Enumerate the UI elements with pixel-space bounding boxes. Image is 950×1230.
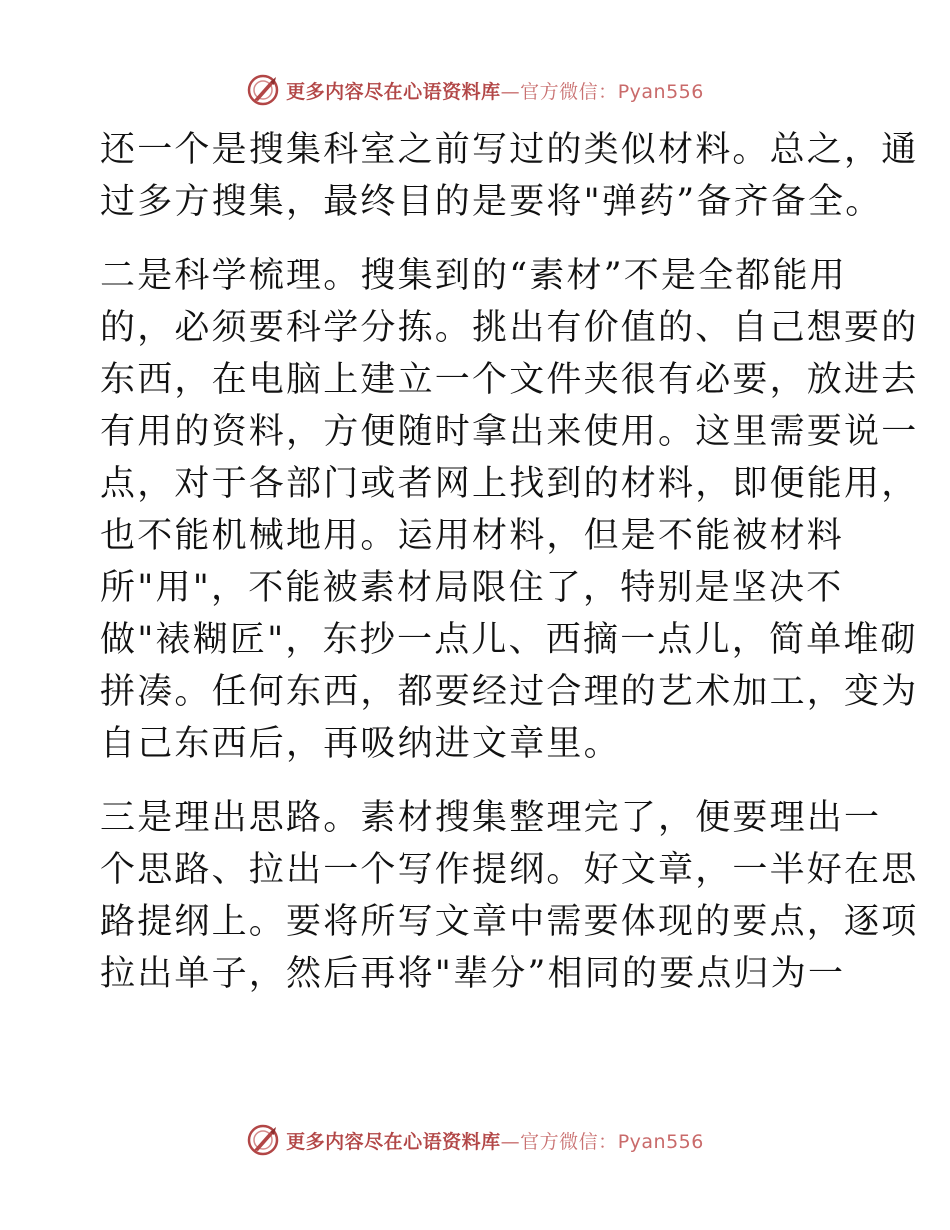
text-line: 还一个是搜集科室之前写过的类似材料。总之，通 — [100, 130, 919, 170]
text-line: 拉出单子，然后再将"辈分”相同的要点归为一 — [100, 954, 846, 994]
watermark-text — [286, 77, 704, 104]
text-line: 的，必须要科学分拣。挑出有价值的、自己想要的 — [100, 308, 919, 348]
text-line: 拼凑。任何东西，都要经过合理的艺术加工，变为 — [100, 672, 919, 712]
watermark — [246, 1123, 704, 1157]
quill-logo-icon — [246, 1123, 280, 1157]
text-line: 过多方搜集，最终目的是要将"弹药”备齐备全。 — [100, 182, 883, 222]
watermark-wechat-label: 官方微信： — [520, 80, 618, 103]
watermark-wechat-label: 官方微信： — [520, 1130, 618, 1153]
text-line: 所"用"，不能被素材局限住了，特别是坚决不 — [100, 568, 844, 608]
watermark-separator: — — [500, 1130, 521, 1153]
paragraph-1 — [100, 124, 919, 228]
text-line: 个思路、拉出一个写作提纲。好文章，一半好在思 — [100, 850, 919, 890]
watermark-site-name: 更多内容尽在心语资料库 — [286, 1130, 501, 1153]
watermark-wechat-id: Pyan556 — [617, 1130, 704, 1153]
paragraph-gap — [100, 770, 860, 792]
paragraph-3 — [100, 792, 919, 1000]
document-body — [100, 124, 919, 1000]
watermark-text — [286, 1127, 704, 1154]
text-line: 自己东西后，再吸纳进文章里。 — [100, 724, 621, 764]
text-line: 点，对于各部门或者网上找到的材料，即便能用， — [100, 464, 919, 504]
text-line: 二是科学梳理。搜集到的“素材”不是全都能用 — [100, 256, 847, 296]
page-header-watermark — [0, 70, 950, 110]
watermark — [246, 73, 704, 107]
text-line: 东西，在电脑上建立一个文件夹很有必要，放进去 — [100, 360, 919, 400]
watermark-site-name: 更多内容尽在心语资料库 — [286, 80, 501, 103]
paragraph-gap — [100, 228, 860, 250]
text-line: 有用的资料，方便随时拿出来使用。这里需要说一 — [100, 412, 919, 452]
text-line: 做"裱糊匠"，东抄一点儿、西摘一点儿，简单堆砌 — [100, 620, 918, 660]
page-footer-watermark — [0, 1120, 950, 1160]
text-line: 三是理出思路。素材搜集整理完了，便要理出一 — [100, 798, 882, 838]
text-line: 路提纲上。要将所写文章中需要体现的要点，逐项 — [100, 902, 919, 942]
watermark-separator: — — [500, 80, 521, 103]
text-line: 也不能机械地用。运用材料，但是不能被材料 — [100, 516, 845, 556]
paragraph-2 — [100, 250, 919, 770]
quill-logo-icon — [246, 73, 280, 107]
watermark-wechat-id: Pyan556 — [617, 80, 704, 103]
